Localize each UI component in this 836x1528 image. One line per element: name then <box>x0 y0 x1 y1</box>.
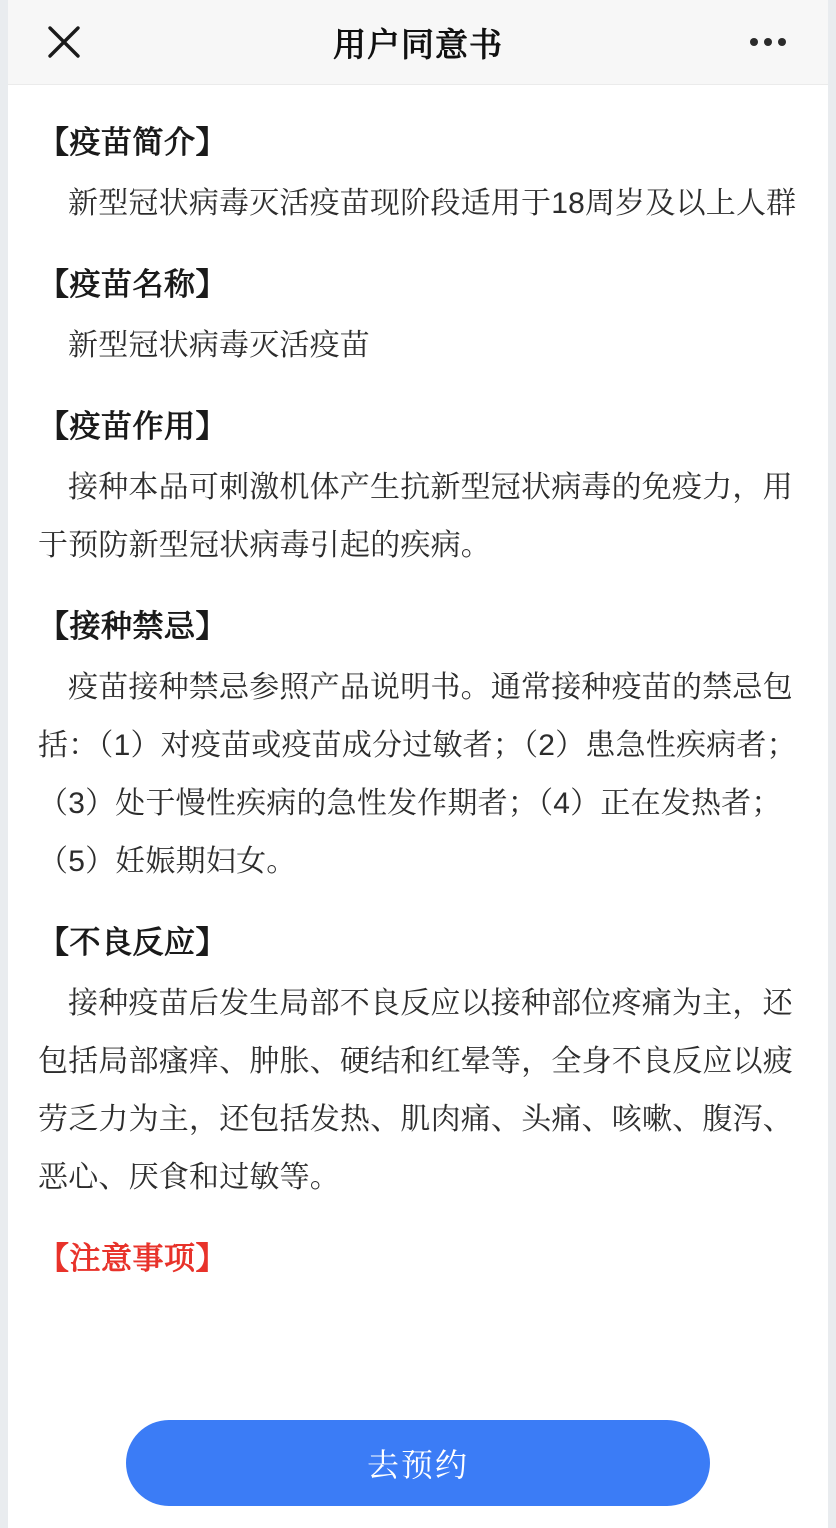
section-body: 新型冠状病毒灭活疫苗 <box>68 329 370 362</box>
divider-space <box>38 381 798 395</box>
section-vaccine-intro <box>38 111 798 233</box>
section-body: 接种本品可刺激机体产生抗新型冠状病毒的免疫力，用于预防新型冠状病毒引起的疾病。 <box>38 471 793 562</box>
more-options-icon[interactable] <box>742 20 794 64</box>
section-body: 新型冠状病毒灭活疫苗现阶段适用于18周岁及以上人群 <box>68 187 797 220</box>
divider-space <box>38 581 798 595</box>
section-body: 接种疫苗后发生局部不良反应以接种部位疼痛为主，还包括局部瘙痒、肿胀、硬结和红晕等，全身不良反应以疲劳乏力为主，还包括发热、肌肉痛、头痛、咳嗽、腹泻、恶心、厌食和过敏等。 <box>38 987 793 1194</box>
more-dot <box>778 38 786 46</box>
section-adverse-reactions <box>38 911 798 1207</box>
section-vaccine-name <box>38 253 798 375</box>
divider-space <box>38 897 798 911</box>
section-title: 【疫苗简介】 <box>38 125 227 160</box>
navigation-bar <box>8 0 828 85</box>
section-body: 疫苗接种禁忌参照产品说明书。通常接种疫苗的禁忌包括：（1）对疫苗或疫苗成分过敏者；（2）患急性疾病者；（3）处于慢性疾病的急性发作期者；（4）正在发热者；（5）妊娠期妇女。 <box>38 671 797 878</box>
divider-space <box>38 239 798 253</box>
section-title: 【疫苗名称】 <box>38 267 227 302</box>
divider-space <box>38 1213 798 1227</box>
book-appointment-button[interactable]: 去预约 <box>126 1420 710 1506</box>
section-title: 【不良反应】 <box>38 925 227 960</box>
section-vaccine-effect <box>38 395 798 575</box>
consent-content[interactable] <box>8 85 828 1528</box>
section-title: 【疫苗作用】 <box>38 409 227 444</box>
page-title: 用户同意书 <box>333 25 503 63</box>
section-title: 【注意事项】 <box>38 1241 227 1276</box>
more-dot <box>764 38 772 46</box>
section-precautions <box>38 1227 798 1291</box>
close-icon[interactable] <box>42 20 86 64</box>
more-dot <box>750 38 758 46</box>
footer-bar <box>16 1398 820 1528</box>
section-contraindications <box>38 595 798 891</box>
section-title: 【接种禁忌】 <box>38 609 227 644</box>
